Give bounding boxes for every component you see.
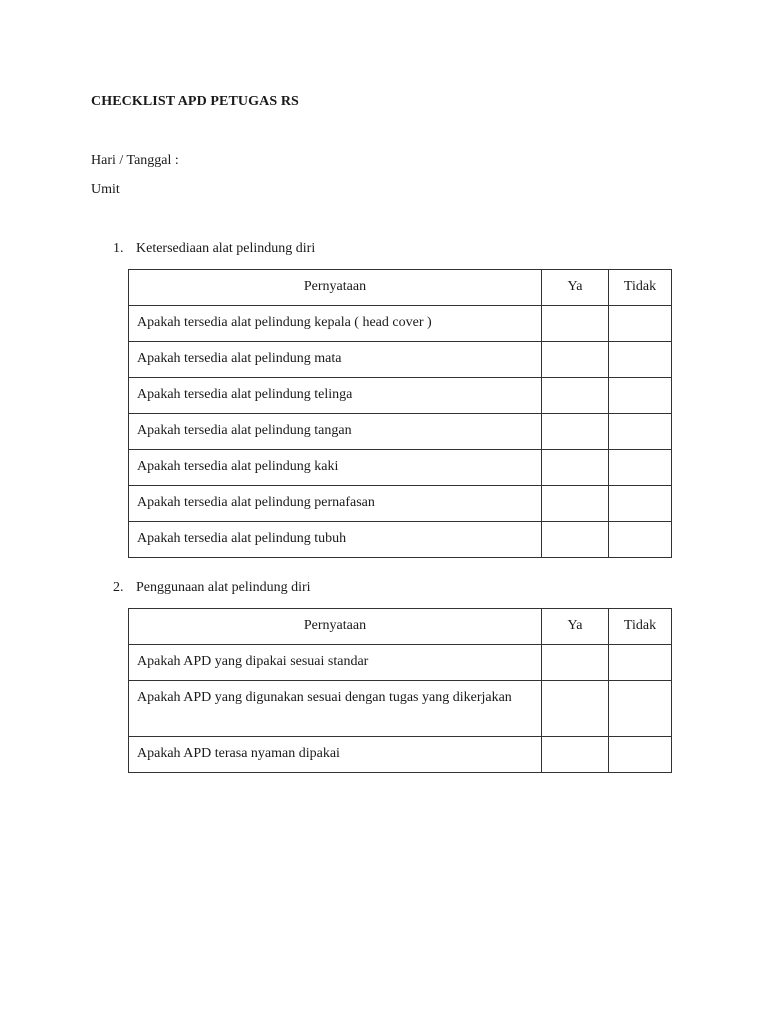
yes-checkbox-cell[interactable]: [542, 486, 609, 522]
section-1-title: Ketersediaan alat pelindung diri: [136, 241, 316, 256]
statement-cell: Apakah APD terasa nyaman dipakai: [129, 737, 542, 773]
section-2-number: 2.: [113, 580, 124, 595]
no-checkbox-cell[interactable]: [609, 522, 672, 558]
yes-checkbox-cell[interactable]: [542, 306, 609, 342]
availability-checklist-table: [128, 269, 672, 558]
no-checkbox-cell[interactable]: [609, 414, 672, 450]
statement-cell: Apakah tersedia alat pelindung tubuh: [129, 522, 542, 558]
no-checkbox-cell[interactable]: [609, 450, 672, 486]
table-header-row: [129, 270, 672, 306]
no-checkbox-cell[interactable]: [609, 737, 672, 773]
table-row: [129, 681, 672, 737]
yes-checkbox-cell[interactable]: [542, 342, 609, 378]
section-2-title: Penggunaan alat pelindung diri: [136, 580, 311, 595]
yes-checkbox-cell[interactable]: [542, 645, 609, 681]
statement-cell: Apakah tersedia alat pelindung telinga: [129, 378, 542, 414]
column-header-no: Tidak: [609, 270, 672, 306]
table-row: [129, 522, 672, 558]
section-1-number: 1.: [113, 241, 124, 256]
usage-checklist-table: [128, 608, 672, 773]
date-field-label: Hari / Tanggal :: [91, 153, 179, 168]
column-header-yes: Ya: [542, 270, 609, 306]
yes-checkbox-cell[interactable]: [542, 681, 609, 737]
column-header-no: Tidak: [609, 609, 672, 645]
yes-checkbox-cell[interactable]: [542, 737, 609, 773]
statement-cell: Apakah tersedia alat pelindung tangan: [129, 414, 542, 450]
table-row: [129, 414, 672, 450]
document-title: CHECKLIST APD PETUGAS RS: [91, 94, 299, 109]
yes-checkbox-cell[interactable]: [542, 414, 609, 450]
no-checkbox-cell[interactable]: [609, 645, 672, 681]
statement-cell: Apakah tersedia alat pelindung kaki: [129, 450, 542, 486]
column-header-statement: Pernyataan: [129, 270, 542, 306]
no-checkbox-cell[interactable]: [609, 378, 672, 414]
table-row: [129, 450, 672, 486]
statement-cell: Apakah tersedia alat pelindung kepala ( head cover ): [129, 306, 542, 342]
no-checkbox-cell[interactable]: [609, 486, 672, 522]
table-row: [129, 378, 672, 414]
table-row: [129, 306, 672, 342]
no-checkbox-cell[interactable]: [609, 681, 672, 737]
yes-checkbox-cell[interactable]: [542, 450, 609, 486]
yes-checkbox-cell[interactable]: [542, 378, 609, 414]
section-2-heading: [113, 580, 311, 596]
section-1-heading: [113, 241, 315, 257]
statement-cell: Apakah tersedia alat pelindung mata: [129, 342, 542, 378]
table-header-row: [129, 609, 672, 645]
unit-field-label: Umit: [91, 182, 120, 197]
no-checkbox-cell[interactable]: [609, 306, 672, 342]
statement-cell: Apakah tersedia alat pelindung pernafasan: [129, 486, 542, 522]
table-row: [129, 342, 672, 378]
column-header-yes: Ya: [542, 609, 609, 645]
column-header-statement: Pernyataan: [129, 609, 542, 645]
table-row: [129, 486, 672, 522]
table-row: [129, 737, 672, 773]
table-row: [129, 645, 672, 681]
statement-cell: Apakah APD yang digunakan sesuai dengan tugas yang dikerjakan: [129, 681, 542, 737]
no-checkbox-cell[interactable]: [609, 342, 672, 378]
yes-checkbox-cell[interactable]: [542, 522, 609, 558]
statement-cell: Apakah APD yang dipakai sesuai standar: [129, 645, 542, 681]
